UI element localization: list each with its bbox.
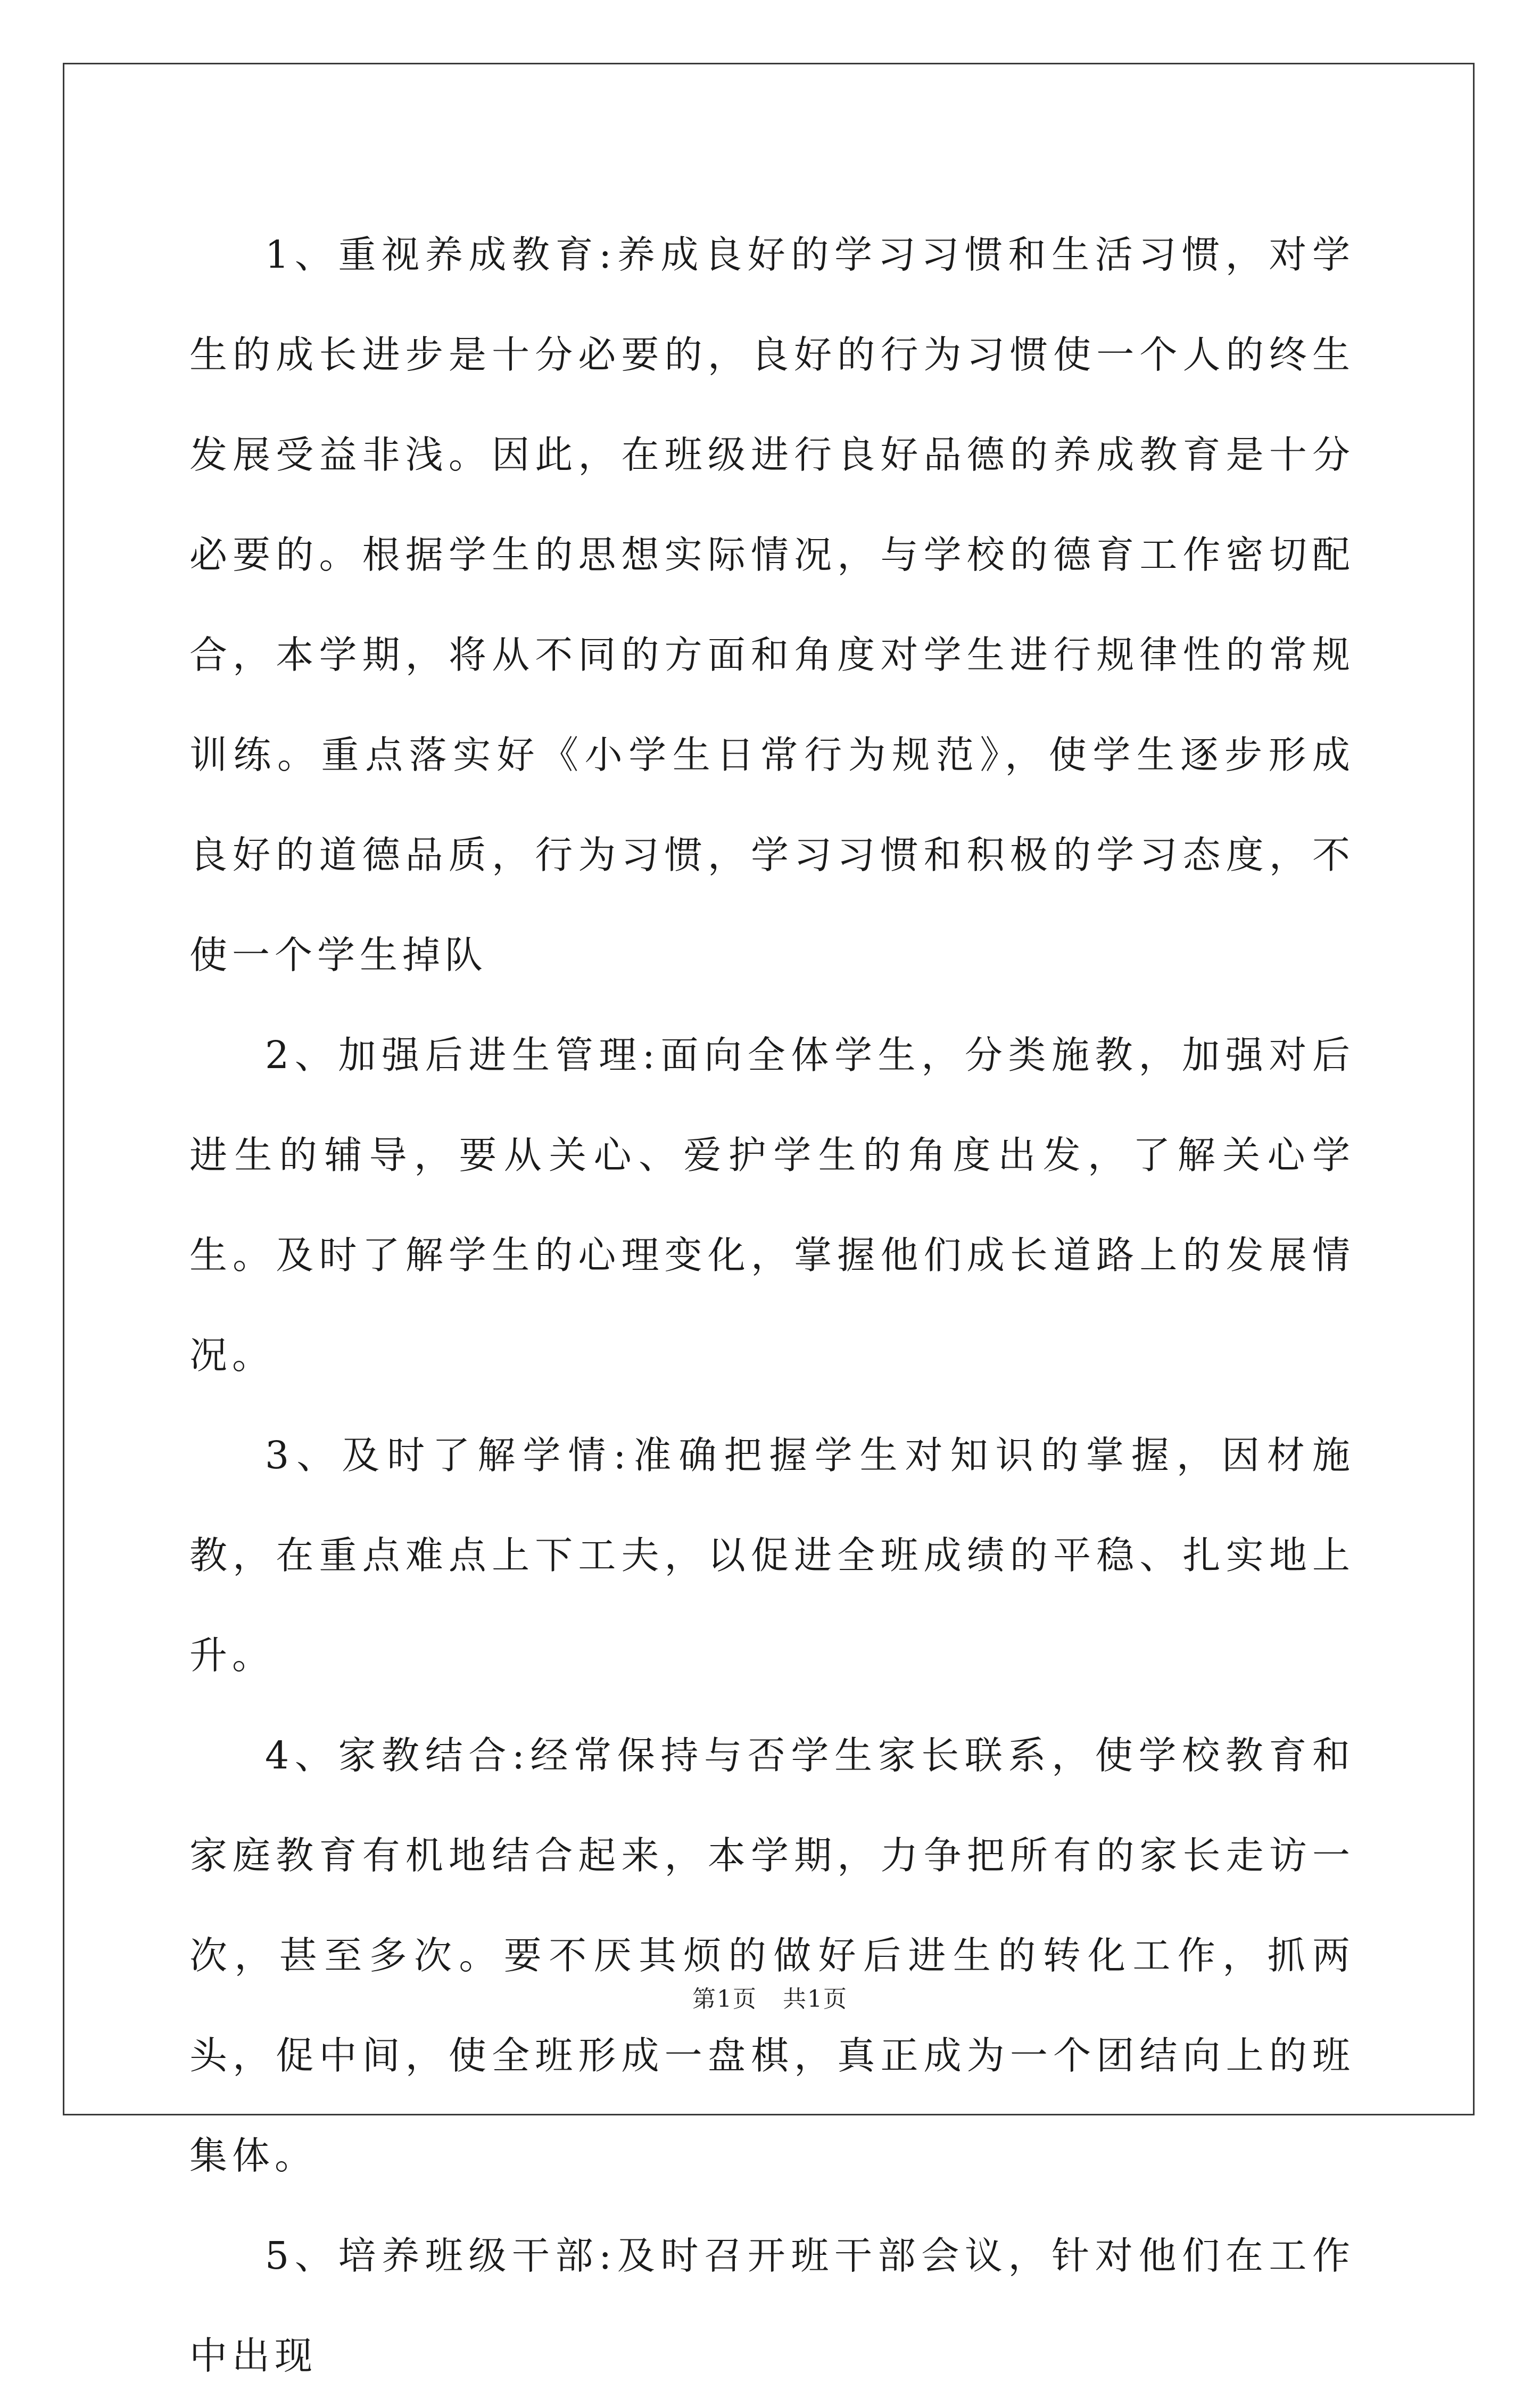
page-footer [0, 1980, 1540, 2014]
page-number-current: 第1页 [692, 1986, 757, 2013]
paragraph-1: 1、重视养成教育:养成良好的学习习惯和生活习惯，对学生的成长进步是十分必要的，良好的行为习惯使一个人的终生发展受益非浅。因此，在班级进行良好品德的养成教育是十分必要的。根据学生的思想实际情况，与学校的德育工作密切配合，本学期，将从不同的方面和角度对学生进行规律性的常规训练。重点落实好《小学生日常行为规范》，使学生逐步形成良好的道德品质，行为习惯，学习习惯和积极的学习态度，不使一个学生掉队 [189, 233, 1355, 977]
paragraph-2: 2、加强后进生管理:面向全体学生，分类施教，加强对后进生的辅导，要从关心、爱护学生的角度出发，了解关心学生。及时了解学生的心理变化，掌握他们成长道路上的发展情况。 [189, 1033, 1355, 1377]
page-number-total: 共1页 [783, 1986, 848, 2013]
paragraph-4: 4、家教结合:经常保持与否学生家长联系，使学校教育和家庭教育有机地结合起来，本学期，力争把所有的家长走访一次，甚至多次。要不厌其烦的做好后进生的转化工作，抓两头，促中间，使全班形成一盘棋，真正成为一个团结向上的班集体。 [189, 1733, 1355, 2178]
paragraph-5: 5、培养班级干部:及时召开班干部会议，针对他们在工作中出现 [189, 2234, 1355, 2378]
document-body [189, 205, 1355, 2406]
paragraph-3: 3、及时了解学情:准确把握学生对知识的掌握，因材施教，在重点难点上下工夫，以促进全班成绩的平稳、扎实地上升。 [189, 1433, 1355, 1677]
